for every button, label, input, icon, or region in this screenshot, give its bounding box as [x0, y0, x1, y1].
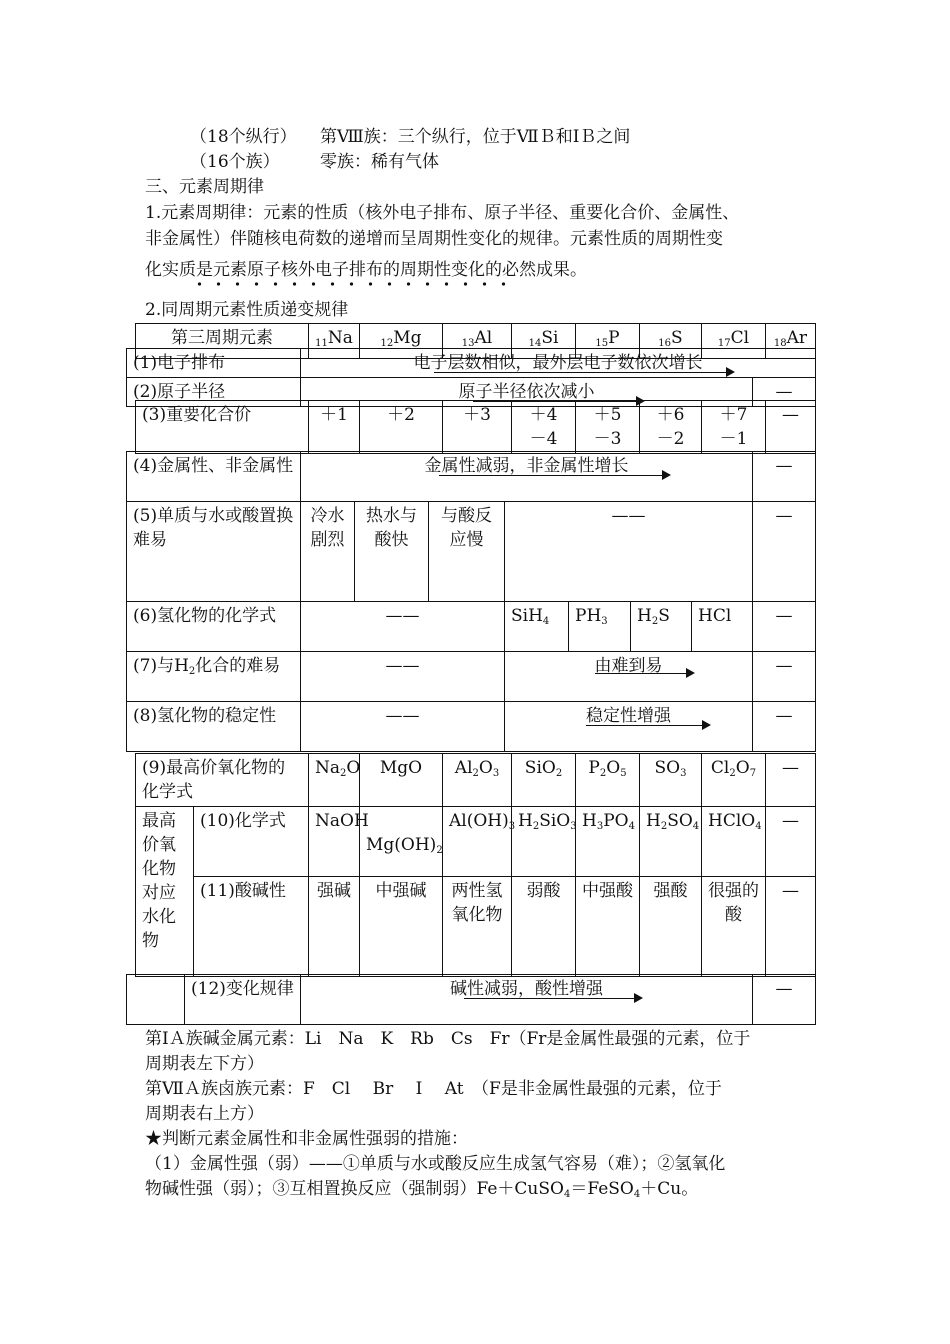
row6-ar: — [753, 602, 816, 652]
element-al: $_{13}$Al [443, 324, 512, 359]
row11-label: (11)酸碱性 [194, 877, 309, 977]
row2-value: 原子半径依次减小 [301, 378, 753, 407]
acidity-na: 强碱 [309, 877, 360, 977]
row1-value: 电子层数相似，最外层电子数依次增长 [301, 349, 816, 378]
halogen-group-line1: 第ⅦＡ族卤族元素：F Cl Br I At （F是非金属性最强的元素，位于 [145, 1079, 722, 1099]
hydroxide-p: $H_3PO_4$ [576, 807, 640, 877]
row4-label: (4)金属性、非金属性 [127, 452, 301, 502]
rows-9-11-table [135, 753, 816, 977]
row12-value: 碱性减弱，酸性增强 [301, 975, 753, 1025]
oxide-si: SiO$_2$ [512, 754, 576, 807]
oxide-ar: — [766, 754, 816, 807]
alkali-group-line2: 周期表左下方） [145, 1054, 264, 1074]
acidity-ar: — [766, 877, 816, 977]
row9-label: (9)最高价氧化物的化学式 [136, 754, 309, 807]
element-p: $_{15}$P [576, 324, 640, 359]
header-label: 第三周期元素 [136, 324, 309, 359]
row3-table [135, 400, 816, 454]
intro-line1-left: （18个纵行） [190, 127, 297, 147]
row5-al: 与酸反应慢 [429, 502, 505, 602]
row12-blank [127, 975, 185, 1025]
hydroxide-group-label: 最高价氧化物对应水化物 [136, 807, 194, 977]
law-paragraph-line3: 化实质是元素原子核外电子排布的周期性变化的必然成果。 [145, 260, 587, 280]
row8-metals: —— [301, 702, 505, 752]
hydride-s: $H_2S$ [631, 602, 692, 652]
law-paragraph-line2: 非金属性）伴随核电荷数的递增而呈周期性变化的规律。元素性质的周期性变 [145, 229, 723, 249]
row6-label: (6)氢化物的化学式 [127, 602, 301, 652]
row4-value: 金属性减弱，非金属性增长 [301, 452, 753, 502]
oxide-s: $SO_3$ [640, 754, 702, 807]
hydroxide-cl: HClO$_4$ [702, 807, 766, 877]
valence-s: ＋6 －2 [640, 401, 702, 454]
hydroxide-si: $H_2SiO_3$ [512, 807, 576, 877]
element-s: $_{16}$S [640, 324, 702, 359]
oxide-na: $Na_2O$ [309, 754, 360, 807]
oxide-al: $Al_2O_3$ [443, 754, 512, 807]
row10-label: (10)化学式 [194, 807, 309, 877]
hydride-p: $PH_3$ [569, 602, 631, 652]
valence-ar: — [766, 401, 816, 454]
acidity-mg: 中强碱 [360, 877, 443, 977]
row12-ar: — [753, 975, 816, 1025]
row1-label: (1)电子排布 [127, 349, 301, 378]
hydroxide-mg: $Mg(OH)_2$ [360, 807, 443, 877]
intro-line2-right: 零族：稀有气体 [320, 152, 439, 172]
row8-label: (8)氢化物的稳定性 [127, 702, 301, 752]
row7-value: 由难到易 [505, 652, 753, 702]
row5-label: (5)单质与水或酸置换难易 [127, 502, 301, 602]
acidity-si: 弱酸 [512, 877, 576, 977]
intro-line2-left: （16个族） [190, 152, 280, 172]
row2-label: (2)原子半径 [127, 378, 301, 407]
rows-1-2-table [126, 348, 816, 407]
judge-line1: （1）金属性强（弱）——①单质与水或酸反应生成氢气容易（难）；②氢氧化 [145, 1154, 726, 1174]
oxide-cl: $Cl_2O_7$ [702, 754, 766, 807]
row7-metals: —— [301, 652, 505, 702]
row12-label: (12)变化规律 [185, 975, 301, 1025]
row5-na: 冷水剧烈 [301, 502, 355, 602]
row7-label: (7)与$H_2$化合的难易 [127, 652, 301, 702]
row5-mg: 热水与酸快 [355, 502, 429, 602]
row8-ar: — [753, 702, 816, 752]
hydroxide-s: $H_2SO_4$ [640, 807, 702, 877]
hydroxide-ar: — [766, 807, 816, 877]
valence-al: ＋3 [443, 401, 512, 454]
row12-table [126, 974, 816, 1025]
acidity-p: 中强酸 [576, 877, 640, 977]
row5-ar: — [753, 502, 816, 602]
hydride-cl: HCl [692, 602, 753, 652]
row2-ar: — [753, 378, 816, 407]
acidity-cl: 很强的酸 [702, 877, 766, 977]
valence-p: ＋5 －3 [576, 401, 640, 454]
acidity-s: 强酸 [640, 877, 702, 977]
valence-na: ＋1 [309, 401, 360, 454]
oxide-mg: MgO [360, 754, 443, 807]
element-cl: $_{17}$Cl [702, 324, 766, 359]
element-na: $_{11}$Na [309, 324, 360, 359]
element-si: $_{14}$Si [512, 324, 576, 359]
row8-value: 稳定性增强 [505, 702, 753, 752]
element-mg: $_{12}$Mg [360, 324, 443, 359]
halogen-group-line2: 周期表右上方） [145, 1104, 264, 1124]
judge-line2: 物碱性强（弱）；③互相置换反应（强制弱）Fe＋CuSO$_4$＝FeSO$_4$＋Cu。 [145, 1179, 699, 1200]
row5-rest: —— [505, 502, 753, 602]
element-ar: $_{18}$Ar [766, 324, 816, 359]
intro-line1-right: 第Ⅷ族：三个纵行，位于ⅦＢ和ⅠＢ之间 [320, 127, 631, 147]
judge-title: ★判断元素金属性和非金属性强弱的措施： [145, 1129, 468, 1149]
row3-label: (3)重要化合价 [136, 401, 309, 454]
alkali-group-line1: 第ⅠＡ族碱金属元素：Li Na K Rb Cs Fr（Fr是金属性最强的元素，位于 [145, 1029, 751, 1049]
emphasis-dots [190, 280, 520, 288]
hydride-si: SiH$_4$ [505, 602, 569, 652]
valence-cl: ＋7 －1 [702, 401, 766, 454]
row7-ar: — [753, 652, 816, 702]
row4-ar: — [753, 452, 816, 502]
valence-si: ＋4 －4 [512, 401, 576, 454]
valence-mg: ＋2 [360, 401, 443, 454]
acidity-al: 两性氢氧化物 [443, 877, 512, 977]
law-paragraph-line1: 1.元素周期律：元素的性质（核外电子排布、原子半径、重要化合价、金属性、 [145, 203, 740, 223]
hydroxide-al: $Al(OH)_3$ [443, 807, 512, 877]
oxide-p: $P_2O_5$ [576, 754, 640, 807]
row6-metals: —— [301, 602, 505, 652]
rows-4-8-table [126, 451, 816, 752]
hydroxide-na: NaOH [309, 807, 360, 877]
subsection-title: 2.同周期元素性质递变规律 [145, 300, 349, 320]
section-title: 三、元素周期律 [145, 177, 264, 197]
